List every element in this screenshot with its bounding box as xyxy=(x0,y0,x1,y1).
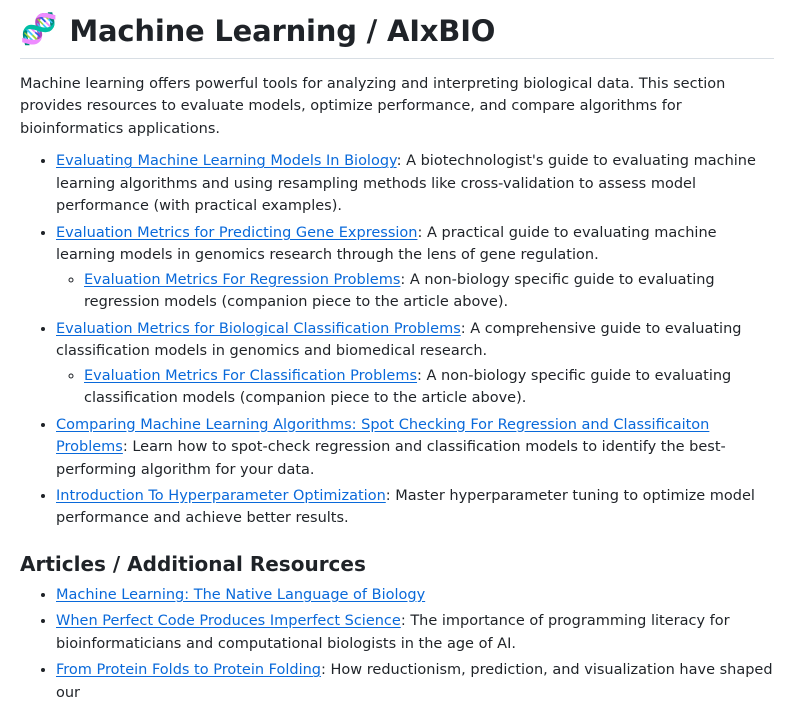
article-description: : The importance of programming literacy for bioinformaticians and computational biologists in the age of AI. xyxy=(56,613,730,652)
resource-description: : A practical guide to evaluating machine learning models in genomics research through the lens of gene regulation. xyxy=(56,224,717,264)
resource-description: : A biotechnologist's guide to evaluating machine learning algorithms and using resampling methods like cross-validation to assess model performance (with practical examples). xyxy=(56,153,756,215)
list-item xyxy=(56,414,774,481)
resource-description: : Learn how to spot-check regression and classification models to identify the best-performing algorithm for your data. xyxy=(56,439,726,478)
list-item xyxy=(84,269,774,314)
page-title: Machine Learning / AIxBIO xyxy=(69,14,496,48)
resource-description: : A comprehensive guide to evaluating classification models in genomics and biomedical research. xyxy=(56,320,742,360)
dna-icon: 🧬 xyxy=(20,12,58,47)
sub-resource-list xyxy=(56,365,774,410)
section-heading-articles: Articles / Additional Resources xyxy=(20,551,366,576)
sub-resource-list xyxy=(56,269,774,314)
page-header xyxy=(20,14,774,59)
list-item xyxy=(56,584,774,606)
resource-link[interactable]: Introduction To Hyperparameter Optimization xyxy=(56,487,386,504)
article-description: : How reductionism, prediction, and visualization have shaped our xyxy=(56,662,773,701)
list-item xyxy=(56,659,774,704)
resource-description: : A non-biology specific guide to evaluating regression models (companion piece to the article above). xyxy=(84,271,715,311)
resource-link[interactable]: Evaluation Metrics For Classification Problems xyxy=(84,367,418,384)
resource-link[interactable]: Evaluation Metrics for Biological Classification Problems xyxy=(56,320,461,337)
resource-description: : A non-biology specific guide to evaluating classification models (companion piece to the article above). xyxy=(84,367,732,407)
list-item xyxy=(56,610,774,655)
intro-paragraph: Machine learning offers powerful tools for analyzing and interpreting biological data. This section provides resources to evaluate models, optimize performance, and compare algorithms for bioinformatics applications. xyxy=(20,76,726,137)
resource-description: : Master hyperparameter tuning to optimize model performance and achieve better results. xyxy=(56,487,755,527)
articles-list xyxy=(20,584,774,704)
resource-list xyxy=(20,150,774,530)
resource-link[interactable]: Comparing Machine Learning Algorithms: Spot Checking For Regression and Classificaiton Problems xyxy=(56,416,710,456)
resource-link[interactable]: Evaluation Metrics for Predicting Gene Expression xyxy=(56,224,418,241)
list-item xyxy=(56,150,774,217)
resource-link[interactable]: Evaluating Machine Learning Models In Biology xyxy=(56,153,397,170)
list-item xyxy=(84,365,774,410)
list-item xyxy=(56,318,774,410)
list-item xyxy=(56,485,774,530)
article-link[interactable]: Machine Learning: The Native Language of Biology xyxy=(56,586,426,603)
list-item xyxy=(56,222,774,314)
article-link[interactable]: When Perfect Code Produces Imperfect Science xyxy=(56,613,401,630)
resource-link[interactable]: Evaluation Metrics For Regression Problems xyxy=(84,271,401,288)
article-link[interactable]: From Protein Folds to Protein Folding xyxy=(56,662,322,679)
